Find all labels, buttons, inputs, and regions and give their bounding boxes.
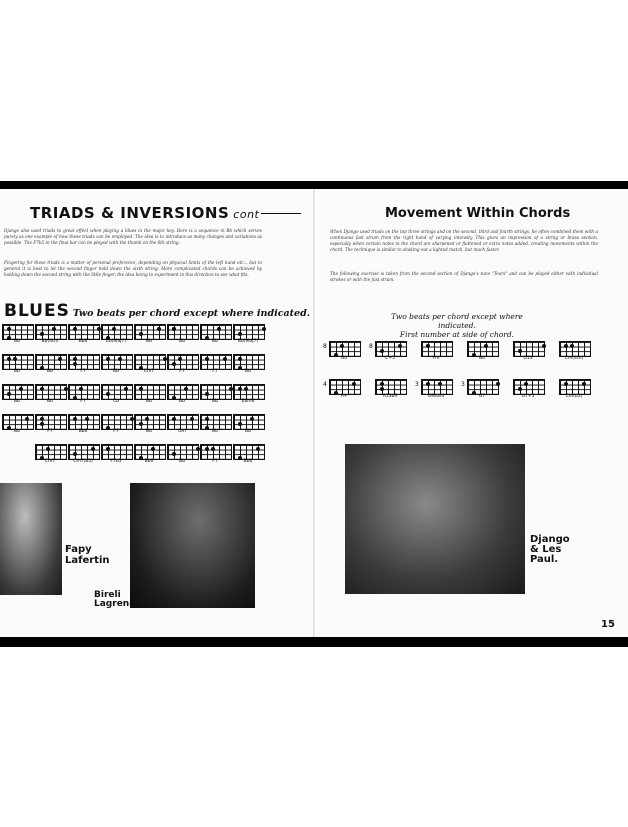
chord-fretboard (467, 341, 499, 357)
fapy-lafertin-photo (0, 483, 62, 595)
chord-diagram (369, 341, 405, 363)
finger-dot (73, 357, 77, 361)
chord-diagram (167, 414, 197, 436)
blues-heading-text: BLUES (4, 301, 70, 321)
finger-dot (352, 382, 356, 386)
chord-name: Bb (146, 339, 152, 344)
finger-dot (25, 417, 29, 421)
chord-diagram (35, 354, 65, 376)
finger-dot (256, 447, 260, 451)
chord-fretboard (200, 444, 232, 460)
chord-diagram (68, 444, 98, 466)
chord-name: Bb (14, 339, 20, 344)
finger-dot (426, 382, 430, 386)
chord-diagram (2, 414, 32, 436)
chord-name: Cm7 (143, 369, 155, 374)
finger-dot (380, 349, 384, 353)
chord-diagram (68, 324, 98, 346)
chord-fretboard (233, 444, 265, 460)
chord-fretboard (375, 379, 407, 395)
finger-dot (217, 327, 221, 331)
chord-name: Bb (179, 459, 185, 464)
chord-fretboard (101, 444, 133, 460)
finger-dot (380, 382, 384, 386)
chord-diagram (68, 354, 98, 376)
chord-diagram (233, 354, 263, 376)
chord-diagram (35, 324, 65, 346)
chord-name: Bb (212, 339, 218, 344)
chord-name: Bb (14, 399, 20, 404)
bireli-lagrene-photo (130, 483, 255, 608)
finger-dot (124, 387, 128, 391)
finger-dot (564, 382, 568, 386)
chord-name: Cm(b5) (565, 394, 583, 399)
left-paragraph-1: Django also used triads to great effect when playing a blues in the major key. Here is a sequence in Bb which serves purely as one example of how these triads can be employed. The idea is to introduce as many changes and variations as possible. The F7b5 in the final bar can be played with the thumb on the 6th string. (4, 228, 262, 245)
chord-fretboard (2, 414, 34, 430)
fapy-caption: Fapy Lafertin (65, 544, 110, 566)
finger-dot (46, 447, 50, 451)
chord-fretboard (134, 354, 166, 370)
chord-diagram (323, 341, 359, 363)
finger-dot (139, 332, 143, 336)
chord-diagram (2, 324, 32, 346)
finger-dot (106, 357, 110, 361)
chord-fretboard (68, 444, 100, 460)
chord-name: Ebm6 (241, 399, 255, 404)
chord-name: F7 (212, 369, 218, 374)
chord-name: A13b9 (382, 394, 398, 399)
finger-dot (145, 417, 149, 421)
left-title-text: TRIADS & INVERSIONS (30, 204, 230, 222)
chord-name: Bb6 (243, 459, 253, 464)
finger-dot (178, 357, 182, 361)
chord-name: Bb (14, 369, 20, 374)
finger-dot (184, 387, 188, 391)
chord-fretboard (35, 324, 67, 340)
chord-name: Bb (146, 399, 152, 404)
chord-name: Bb (14, 429, 20, 434)
chord-name: Cm7(b5) (73, 459, 93, 464)
finger-dot (58, 357, 62, 361)
chord-fretboard (167, 354, 199, 370)
chord-diagram (134, 414, 164, 436)
chord-fretboard (68, 324, 100, 340)
finger-dot (426, 344, 430, 348)
chord-diagram (421, 341, 451, 363)
chord-name: Bo (479, 356, 485, 361)
chord-diagram (167, 324, 197, 346)
chord-name: Cm7 (44, 459, 56, 464)
finger-dot (13, 357, 17, 361)
chord-fretboard (101, 324, 133, 340)
chord-name: F7 (47, 429, 53, 434)
finger-dot (139, 387, 143, 391)
chord-diagram (513, 379, 543, 401)
chord-name: Bb (212, 429, 218, 434)
chord-fretboard (233, 414, 265, 430)
chord-diagram (35, 384, 65, 406)
fret-number: 8 (323, 343, 327, 350)
finger-dot (7, 392, 11, 396)
finger-dot (172, 452, 176, 456)
finger-dot (157, 327, 161, 331)
chord-diagram (513, 341, 543, 363)
chord-diagram (200, 444, 230, 466)
finger-dot (380, 387, 384, 391)
chord-diagram (134, 384, 164, 406)
chord-fretboard (35, 414, 67, 430)
chord-name: Bb (245, 369, 251, 374)
blues-subheading: Two beats per chord except where indicated. (72, 308, 311, 319)
finger-dot (73, 452, 77, 456)
finger-dot (172, 327, 176, 331)
left-paragraph-2: Fingering for these triads is a matter of personal preference, depending on physical limits of the left hand etc... but in general it is best to let the second finger hold down the sixth string. More complicated chords can be achieved by holding down the second string with the little finger, the idea being to experiment in this direction to see what fits. (4, 260, 262, 277)
chord-diagram (415, 379, 451, 401)
chord-fretboard (421, 341, 453, 357)
chord-name: Bb (113, 369, 119, 374)
chord-fretboard (134, 324, 166, 340)
finger-dot (438, 382, 442, 386)
chord-fretboard (68, 384, 100, 400)
django-caption: Django & Les Paul. (530, 534, 570, 565)
chord-fretboard (2, 384, 34, 400)
chord-name: G7 (478, 394, 486, 399)
chord-fretboard (101, 384, 133, 400)
chord-fretboard (134, 444, 166, 460)
chord-diagram (68, 384, 98, 406)
chord-fretboard (513, 379, 545, 395)
chord-diagram (35, 414, 65, 436)
chord-diagram (233, 414, 263, 436)
bottom-black-bar (0, 637, 628, 647)
chord-name: Bb (179, 339, 185, 344)
chord-fretboard (35, 354, 67, 370)
chord-diagram (167, 444, 197, 466)
chord-name: F7 (212, 459, 218, 464)
chord-diagram (101, 414, 131, 436)
finger-dot (484, 344, 488, 348)
finger-dot (7, 327, 11, 331)
fret-number: 4 (323, 381, 327, 388)
finger-dot (223, 357, 227, 361)
chord-diagram (35, 444, 65, 466)
chord-fretboard (134, 384, 166, 400)
chord-fretboard (200, 384, 232, 400)
chord-name: Bb (179, 399, 185, 404)
chord-diagram (2, 384, 32, 406)
finger-dot (172, 417, 176, 421)
finger-dot (40, 387, 44, 391)
chord-fretboard (467, 379, 499, 395)
chord-fretboard (68, 354, 100, 370)
blues-chord-grid (0, 324, 270, 474)
finger-dot (106, 392, 110, 396)
chord-name: F7b5 (110, 459, 122, 464)
chord-name: Cm(4th) (564, 356, 584, 361)
chord-diagram (233, 384, 263, 406)
fret-number: 8 (369, 343, 373, 350)
chord-fretboard (233, 384, 265, 400)
chord-diagram (101, 354, 131, 376)
finger-dot (106, 447, 110, 451)
chord-fretboard (200, 354, 232, 370)
chord-diagram (200, 384, 230, 406)
chord-fretboard (134, 414, 166, 430)
chord-fretboard (233, 324, 265, 340)
finger-dot (7, 357, 11, 361)
finger-dot (40, 417, 44, 421)
chord-name: Go (340, 356, 348, 361)
chord-fretboard (2, 324, 34, 340)
finger-dot (205, 392, 209, 396)
chord-name: Bb(4th) (41, 339, 59, 344)
chord-fretboard (375, 341, 407, 357)
chord-name: Bb (47, 399, 53, 404)
finger-dot (238, 387, 242, 391)
chord-fretboard (167, 324, 199, 340)
finger-dot (542, 344, 546, 348)
chord-fretboard (559, 379, 591, 395)
book-gutter (313, 189, 315, 637)
chord-fretboard (200, 324, 232, 340)
finger-dot (262, 327, 266, 331)
finger-dot (518, 387, 522, 391)
finger-dot (91, 447, 95, 451)
chord-fretboard (421, 379, 453, 395)
finger-dot (19, 387, 23, 391)
chord-fretboard (101, 414, 133, 430)
left-title-cont: cont (233, 208, 260, 221)
chord-name: Gm (178, 429, 186, 434)
chord-name: Bb6 (78, 339, 88, 344)
book-spread (0, 189, 628, 637)
finger-dot (190, 417, 194, 421)
chord-diagram (233, 444, 263, 466)
chord-diagram (200, 354, 230, 376)
movement-chord-grid (325, 341, 595, 421)
chord-name: G9sus4 (427, 394, 445, 399)
chord-fretboard (329, 341, 361, 357)
chord-diagram (101, 324, 131, 346)
fret-number: 3 (415, 381, 419, 388)
chord-diagram (68, 414, 98, 436)
finger-dot (518, 349, 522, 353)
chord-fretboard (35, 384, 67, 400)
right-chord-note (372, 312, 542, 339)
finger-dot (40, 422, 44, 426)
chord-name: Eb(Maj7) (106, 339, 126, 344)
chord-fretboard (167, 414, 199, 430)
page-number: 15 (601, 619, 615, 630)
finger-dot (205, 357, 209, 361)
chord-fretboard (35, 444, 67, 460)
chord-diagram (101, 384, 131, 406)
chord-fretboard (167, 384, 199, 400)
chord-diagram (2, 354, 32, 376)
chord-fretboard (167, 444, 199, 460)
chord-name: Bb(Maj7) (237, 339, 259, 344)
finger-dot (398, 344, 402, 348)
chord-diagram (233, 324, 263, 346)
chord-fretboard (559, 341, 591, 357)
finger-dot (118, 357, 122, 361)
finger-dot (340, 344, 344, 348)
chord-name: F7 (80, 369, 86, 374)
finger-dot (85, 417, 89, 421)
chord-name: Cb (113, 399, 119, 404)
chord-diagram (167, 354, 197, 376)
chord-diagram (467, 341, 497, 363)
chord-name: F7 (113, 429, 119, 434)
chord-name: F7 (179, 369, 185, 374)
finger-dot (40, 332, 44, 336)
finger-dot (570, 344, 574, 348)
chord-name: C+5 (385, 356, 395, 361)
finger-dot (524, 382, 528, 386)
finger-dot (172, 362, 176, 366)
finger-dot (244, 387, 248, 391)
right-note-line-2: First number at side of chord. (399, 330, 515, 339)
chord-name: Bb (245, 429, 251, 434)
chord-diagram (323, 379, 359, 401)
chord-name: Bb6 (78, 429, 88, 434)
title-swash (261, 213, 301, 214)
chord-diagram (200, 414, 230, 436)
chord-diagram (134, 324, 164, 346)
chord-diagram (461, 379, 497, 401)
chord-fretboard (200, 414, 232, 430)
finger-dot (205, 447, 209, 451)
right-paragraph-1: When Django used triads on the top three strings and on the second, third and fourth strings, he often combined them with a continuous fast strum from the right hand of varying intensity. This gives an impression of a string or brass section, especially when certain notes in the chord are sharpened or flattened or extra notes added, creating movements within the chord. The technique is similar to shaking out a lighted match, but much faster. (330, 229, 598, 252)
finger-dot (205, 417, 209, 421)
chord-name: Bb6 (144, 459, 154, 464)
finger-dot (52, 327, 56, 331)
finger-dot (250, 417, 254, 421)
fret-number: 3 (461, 381, 465, 388)
chord-fretboard (68, 414, 100, 430)
finger-dot (211, 447, 215, 451)
chord-name: Bb (146, 429, 152, 434)
right-note-line-1: Two beats per chord except where indicated. (391, 312, 523, 330)
finger-dot (79, 387, 83, 391)
chord-fretboard (513, 341, 545, 357)
chord-name: Fm (432, 356, 440, 361)
blues-heading (4, 301, 310, 321)
finger-dot (582, 382, 586, 386)
right-paragraph-2: The following exercise is taken from the second section of Django's tune "Tears" and can be played either with individual strokes or with the fast strum. (330, 271, 598, 282)
chord-diagram (559, 341, 589, 363)
chord-fretboard (101, 354, 133, 370)
finger-dot (238, 357, 242, 361)
right-page-title: Movement Within Chords (385, 206, 571, 221)
chord-diagram (134, 444, 164, 466)
chord-name: G7+5 (521, 394, 535, 399)
finger-dot (151, 447, 155, 451)
chord-name: G13 (523, 356, 533, 361)
chord-diagram (134, 354, 164, 376)
chord-diagram (101, 444, 131, 466)
chord-name: A+ (340, 394, 348, 399)
chord-name: Bb (212, 399, 218, 404)
chord-name: F7 (80, 399, 86, 404)
finger-dot (73, 417, 77, 421)
finger-dot (139, 422, 143, 426)
chord-diagram (167, 384, 197, 406)
chord-diagram (200, 324, 230, 346)
chord-diagram (375, 379, 405, 401)
finger-dot (238, 332, 242, 336)
bireli-caption: Bireli Lagrene (94, 590, 136, 609)
finger-dot (564, 344, 568, 348)
finger-dot (496, 382, 500, 386)
finger-dot (238, 422, 242, 426)
finger-dot (73, 327, 77, 331)
chord-fretboard (2, 354, 34, 370)
chord-fretboard (233, 354, 265, 370)
finger-dot (73, 362, 77, 366)
left-page-title (30, 204, 301, 222)
chord-name: Bb (47, 369, 53, 374)
finger-dot (112, 327, 116, 331)
django-les-paul-photo (345, 444, 525, 594)
top-black-bar (0, 181, 628, 189)
chord-diagram (559, 379, 589, 401)
chord-fretboard (329, 379, 361, 395)
